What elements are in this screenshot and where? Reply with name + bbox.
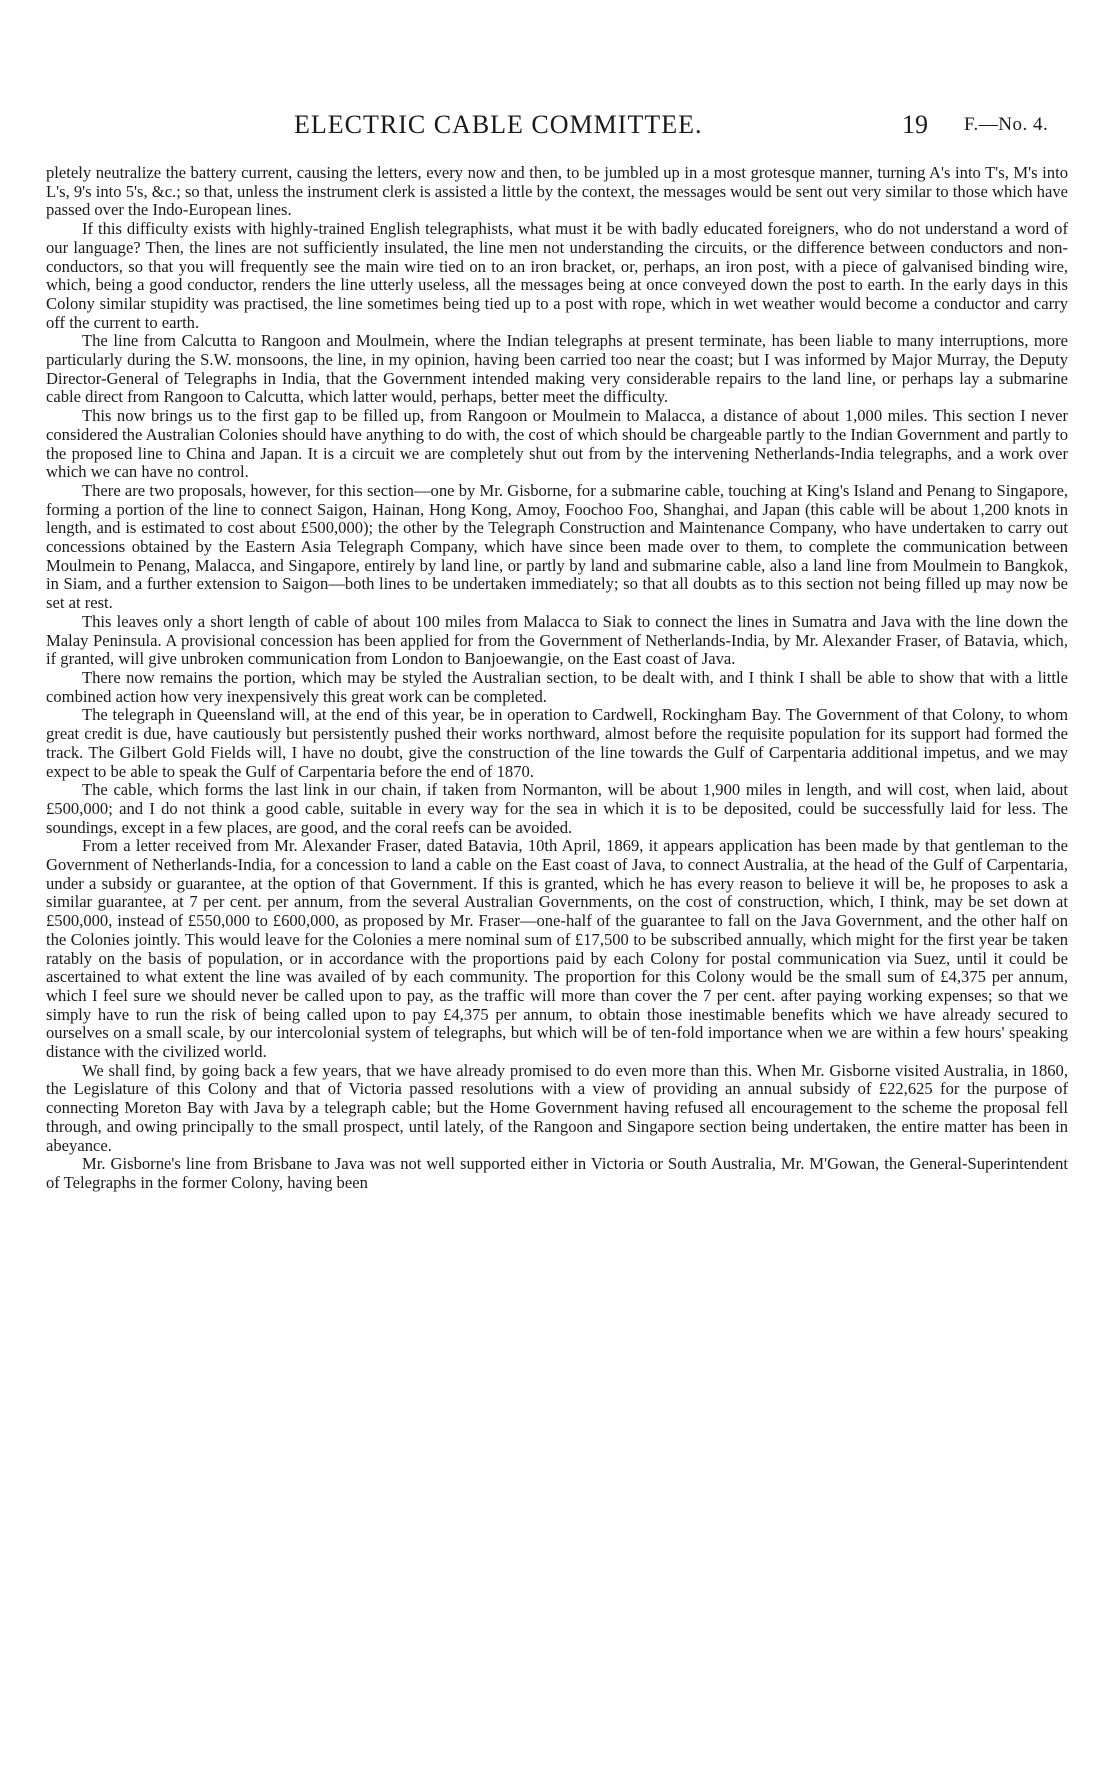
page-header: [46, 104, 1068, 144]
paragraph-2: If this difficulty exists with highly-trained English telegraphists, what must it be with badly educated foreigners, who do not understand a word of our language? Then, the lines are not sufficiently insulated, the line men not understanding the circuits, or the difference between conductors and non-conductors, so that you will frequently see the main wire tied on to an iron bracket, or, perhaps, an iron post, with a piece of galvanised binding wire, which, being a good conductor, renders the line utterly useless, all the messages being at once conveyed down the post to earth. In the early days in this Colony similar stupidity was practised, the line sometimes being tied up to a post with rope, which in wet weather would become a conductor and carry off the current to earth.: [46, 219, 1068, 332]
document-reference: F.—No. 4.: [964, 114, 1049, 135]
page-number: 19: [902, 110, 928, 139]
body-text: [46, 164, 1068, 1193]
paragraph-6: This leaves only a short length of cable of about 100 miles from Malacca to Siak to connect the lines in Sumatra and Java with the line down the Malay Peninsula. A provisional concession has been applied for from the Government of Netherlands-India, by Mr. Alexander Fraser, of Batavia, which, if granted, will give unbroken communication from London to Banjoewangie, on the East coast of Java.: [46, 611, 1068, 669]
paragraph-8: The telegraph in Queensland will, at the end of this year, be in operation to Cardwell, Rockingham Bay. The Government of that Colony, to whom great credit is due, have cautiously but persistently pushed their works northward, almost before the requisite population for its support had formed the track. The Gilbert Gold Fields will, I have no doubt, give the construction of the line towards the Gulf of Carpentaria additional impetus, and we may expect to be able to speak the Gulf of Carpentaria before the end of 1870.: [46, 705, 1068, 781]
paragraph-4: This now brings us to the first gap to be filled up, from Rangoon or Moulmein to Malacca, a distance of about 1,000 miles. This section I never considered the Australian Colonies should have anything to do with, the cost of which should be chargeable partly to the Indian Government and partly to the proposed line to China and Japan. It is a circuit we are completely shut out from by the intervening Netherlands-India telegraphs, and a work over which we can have no control.: [46, 406, 1068, 482]
paragraph-10: From a letter received from Mr. Alexander Fraser, dated Batavia, 10th April, 1869, it appears application has been made by that gentleman to the Government of Netherlands-India, for a concession to land a cable on the East coast of Java, to connect Australia, at the head of the Gulf of Carpentaria, under a subsidy or guarantee, at the option of that Government. If this is granted, which he has every reason to believe it will be, he proposes to ask a similar guarantee, at 7 per cent. per annum, from the several Australian Governments, on the cost of construction, which, I think, may be set down at £500,000, instead of £550,000 to £600,000, as proposed by Mr. Fraser—one-half of the guarantee to fall on the Java Government, and the other half on the Colonies jointly. This would leave for the Colonies a mere nominal sum of £17,500 to be subscribed annually, which might for the first year be taken ratably on the basis of population, or in accordance with the proportions paid by each Colony for postal communication via Suez, until it could be ascertained to what extent the line was availed of by each community. The proportion for this Colony would be the small sum of £4,375 per annum, which I feel sure we should never be called upon to pay, as the traffic will more than cover the 7 per cent. after paying working expenses; so that we simply have to run the risk of being called upon to pay £4,375 per annum, to obtain those inestimable benefits which we have already secured to ourselves on a small scale, by our intercolonial system of telegraphs, but which will be of ten-fold importance when we are within a few hours' speaking distance with the civilized world.: [46, 836, 1068, 1062]
paragraph-9: The cable, which forms the last link in our chain, if taken from Normanton, will be about 1,900 miles in length, and will cost, when laid, about £500,000; and I do not think a good cable, suitable in every way for the sea in which it is to be deposited, could be successfully laid for less. The soundings, except in a few places, are good, and the coral reefs can be avoided.: [46, 780, 1068, 837]
running-title: ELECTRIC CABLE COMMITTEE.: [294, 110, 703, 139]
paragraph-7: There now remains the portion, which may be styled the Australian section, to be dealt with, and I think I shall be able to show that with a little combined action how very inexpensively this great work can be completed.: [46, 667, 1068, 706]
paragraph-11: We shall find, by going back a few years, that we have already promised to do even more than this. When Mr. Gisborne visited Australia, in 1860, the Legislature of this Colony and that of Victoria passed resolutions with a view of providing an annual subsidy of £22,625 for the purpose of connecting Moreton Bay with Java by a telegraph cable; but the Home Government having refused all encouragement to the scheme the proposal fell through, and owing principally to the small prospect, until lately, of the Rangoon and Singapore section being undertaken, the entire matter has been in abeyance.: [46, 1060, 1068, 1155]
paragraph-5: There are two proposals, however, for this section—one by Mr. Gisborne, for a submarine cable, touching at King's Island and Penang to Singapore, forming a portion of the line to connect Saigon, Hainan, Hong Kong, Amoy, Foochoo Foo, Shanghai, and Japan (this cable will be about 1,200 knots in length, and is estimated to cost about £500,000); the other by the Telegraph Construction and Maintenance Company, who have undertaken to carry out concessions obtained by the Eastern Asia Telegraph Company, which have since been made over to them, to complete the communication between Moulmein to Penang, Malacca, and Singapore, entirely by land line, or partly by land and submarine cable, also a land line from Moulmein to Bangkok, in Siam, and a further extension to Saigon—both lines to be undertaken immediately; so that all doubts as to this section not being filled up may now be set at rest.: [46, 480, 1068, 613]
paragraph-1: pletely neutralize the battery current, causing the letters, every now and then, to be jumbled up in a most grotesque manner, turning A's into T's, M's into L's, 9's into 5's, &c.; so that, unless the instrument clerk is assisted a little by the context, the messages would be sent out very similar to those which have passed over the Indo-European lines.: [46, 163, 1068, 220]
paragraph-12: Mr. Gisborne's line from Brisbane to Java was not well supported either in Victoria or South Australia, Mr. M'Gowan, the General-Superintendent of Telegraphs in the former Colony, having been: [46, 1154, 1068, 1192]
paragraph-3: The line from Calcutta to Rangoon and Moulmein, where the Indian telegraphs at present terminate, has been liable to many interruptions, more particularly during the S.W. monsoons, the line, in my opinion, having been carried too near the coast; but I was informed by Major Murray, the Deputy Director-General of Telegraphs in India, that the Government intended making very considerable repairs to the land line, or perhaps lay a submarine cable direct from Rangoon to Calcutta, which latter would, perhaps, better meet the difficulty.: [46, 331, 1068, 407]
